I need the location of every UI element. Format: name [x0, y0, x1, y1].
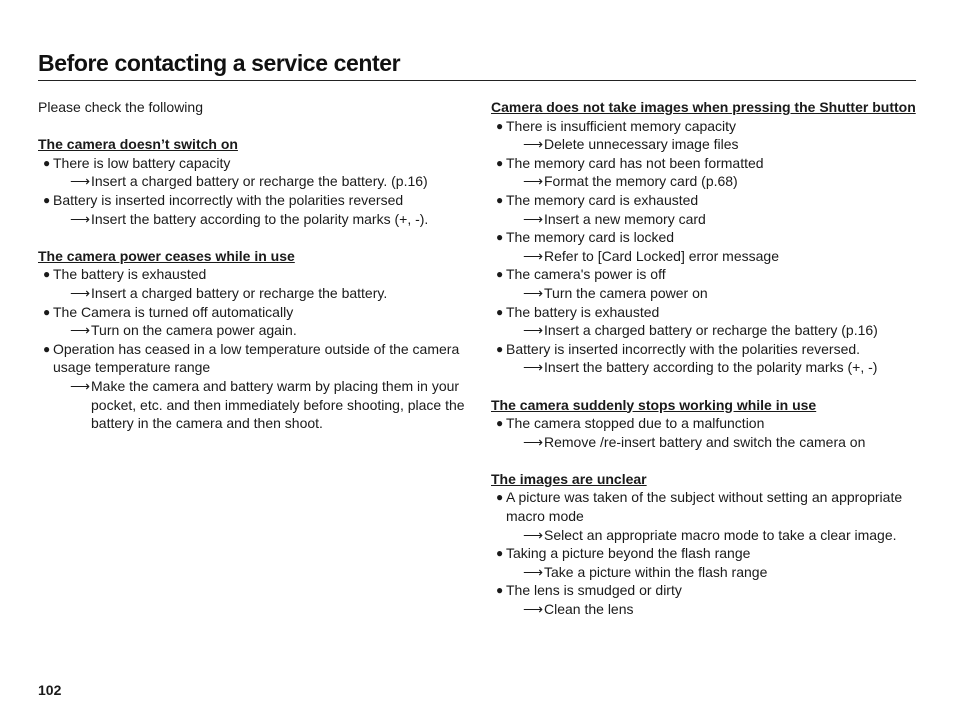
- cause-text: The memory card is exhausted: [506, 191, 699, 208]
- section-power-ceases-while-in-use: [38, 247, 468, 433]
- remedy-text: [506, 172, 921, 191]
- cause-text: A picture was taken of the subject without setting an appropriate macro mode: [506, 489, 903, 525]
- list-item: [38, 340, 468, 433]
- cause-text: There is insufficient memory capacity: [506, 117, 737, 134]
- list-item: [38, 303, 468, 340]
- title-divider: [38, 80, 916, 81]
- remedy-label: Turn the camera power on: [544, 284, 708, 301]
- cause-text: The Camera is turned off automatically: [53, 303, 294, 320]
- remedy-text: [506, 321, 921, 340]
- remedy-text: [53, 377, 468, 433]
- cause-text: Battery is inserted incorrectly with the polarities reversed: [53, 191, 404, 208]
- list-item: [491, 581, 921, 618]
- remedy-label: Refer to [Card Locked] error message: [544, 247, 779, 264]
- remedy-text: [506, 135, 921, 154]
- list-item: [491, 414, 921, 451]
- bullet-icon: ●: [43, 192, 51, 207]
- section-heading: Camera does not take images when pressing the Shutter button: [491, 99, 916, 115]
- remedy-label: Take a picture within the flash range: [544, 563, 768, 580]
- arrow-right-icon: ⟶: [523, 526, 544, 543]
- bullet-icon: ●: [496, 192, 504, 207]
- list-item: [491, 488, 921, 544]
- remedy-label: Remove /re-insert battery and switch the camera on: [544, 433, 866, 450]
- list-item: [38, 265, 468, 302]
- remedy-text: [506, 526, 921, 545]
- bullet-icon: ●: [496, 230, 504, 245]
- list-item: [491, 265, 921, 302]
- arrow-right-icon: ⟶: [70, 210, 91, 227]
- cause-text: Taking a picture beyond the flash range: [506, 545, 751, 562]
- arrow-right-icon: ⟶: [70, 322, 91, 339]
- page-number: 102: [38, 682, 62, 698]
- remedy-label: Select an appropriate macro mode to take a clear image.: [544, 526, 897, 543]
- remedy-text: [506, 358, 921, 377]
- cause-text: The memory card has not been formatted: [506, 154, 764, 171]
- list-item: [491, 154, 921, 191]
- bullet-icon: ●: [496, 546, 504, 561]
- bullet-icon: ●: [496, 583, 504, 598]
- bullet-icon: ●: [43, 155, 51, 170]
- arrow-right-icon: ⟶: [523, 322, 544, 339]
- list-item: [38, 191, 468, 228]
- bullet-icon: ●: [496, 155, 504, 170]
- bullet-icon: ●: [496, 267, 504, 282]
- arrow-right-icon: ⟶: [523, 173, 544, 190]
- section-heading: The camera suddenly stops working while in use: [491, 396, 817, 413]
- remedy-text: [53, 172, 468, 191]
- arrow-right-icon: ⟶: [523, 284, 544, 301]
- arrow-right-icon: ⟶: [523, 136, 544, 153]
- bullet-icon: ●: [43, 341, 51, 356]
- list-item: [491, 191, 921, 228]
- remedy-label: Delete unnecessary image files: [544, 136, 739, 153]
- remedy-label: Insert a charged battery or recharge the battery. (p.16): [91, 173, 428, 190]
- bullet-icon: ●: [43, 304, 51, 319]
- cause-text: Operation has ceased in a low temperature outside of the camera usage temperature range: [53, 340, 460, 376]
- remedy-text: [53, 321, 468, 340]
- bullet-icon: ●: [496, 304, 504, 319]
- bullet-icon: ●: [496, 490, 504, 505]
- section-heading: The images are unclear: [491, 470, 647, 487]
- arrow-right-icon: ⟶: [523, 247, 544, 264]
- section-images-unclear: [491, 470, 921, 619]
- remedy-label: Make the camera and battery warm by placing them in your pocket, etc. and then immediately before shooting, place the battery in the camera and then shoot.: [91, 377, 465, 432]
- remedy-text: [506, 563, 921, 582]
- remedy-label: Insert a charged battery or recharge the battery (p.16): [544, 322, 878, 339]
- arrow-right-icon: ⟶: [523, 601, 544, 618]
- list-item: [491, 117, 921, 154]
- cause-text: Battery is inserted incorrectly with the polarities reversed.: [506, 340, 861, 357]
- arrow-right-icon: ⟶: [523, 359, 544, 376]
- arrow-right-icon: ⟶: [70, 377, 91, 394]
- list-item: [491, 340, 921, 377]
- arrow-right-icon: ⟶: [523, 563, 544, 580]
- list-item: [38, 154, 468, 191]
- remedy-text: [506, 247, 921, 266]
- section-camera-suddenly-stops: [491, 396, 921, 452]
- remedy-text: [506, 600, 921, 619]
- list-item: [491, 228, 921, 265]
- right-column: [491, 98, 921, 619]
- intro-text: Please check the following: [38, 99, 203, 115]
- cause-text: The battery is exhausted: [506, 303, 660, 320]
- bullet-icon: ●: [496, 118, 504, 133]
- bullet-icon: ●: [496, 416, 504, 431]
- remedy-label: Clean the lens: [544, 601, 634, 618]
- cause-text: The camera stopped due to a malfunction: [506, 415, 765, 432]
- cause-text: The camera's power is off: [506, 266, 666, 283]
- remedy-text: [506, 284, 921, 303]
- cause-text: The battery is exhausted: [53, 266, 207, 283]
- remedy-label: Insert a charged battery or recharge the battery.: [91, 284, 388, 301]
- remedy-text: [506, 210, 921, 229]
- remedy-label: Insert a new memory card: [544, 210, 706, 227]
- page-title: Before contacting a service center: [38, 50, 401, 76]
- remedy-text: [53, 210, 468, 229]
- cause-text: The lens is smudged or dirty: [506, 582, 682, 599]
- section-heading: The camera power ceases while in use: [38, 247, 295, 264]
- bullet-icon: ●: [43, 267, 51, 282]
- section-shutter-no-images: [491, 98, 921, 377]
- remedy-label: Insert the battery according to the polarity marks (+, -): [544, 359, 878, 376]
- arrow-right-icon: ⟶: [70, 173, 91, 190]
- arrow-right-icon: ⟶: [523, 210, 544, 227]
- cause-text: The memory card is locked: [506, 229, 675, 246]
- remedy-label: Turn on the camera power again.: [91, 322, 297, 339]
- cause-text: There is low battery capacity: [53, 154, 231, 171]
- arrow-right-icon: ⟶: [523, 433, 544, 450]
- remedy-text: [53, 284, 468, 303]
- section-camera-doesnt-switch-on: [38, 135, 468, 228]
- left-column: [38, 98, 468, 433]
- list-item: [491, 303, 921, 340]
- remedy-label: Insert the battery according to the polarity marks (+, -).: [91, 210, 429, 227]
- section-heading: The camera doesn’t switch on: [38, 136, 238, 153]
- arrow-right-icon: ⟶: [70, 284, 91, 301]
- list-item: [491, 544, 921, 581]
- remedy-text: [506, 433, 921, 452]
- remedy-label: Format the memory card (p.68): [544, 173, 738, 190]
- bullet-icon: ●: [496, 341, 504, 356]
